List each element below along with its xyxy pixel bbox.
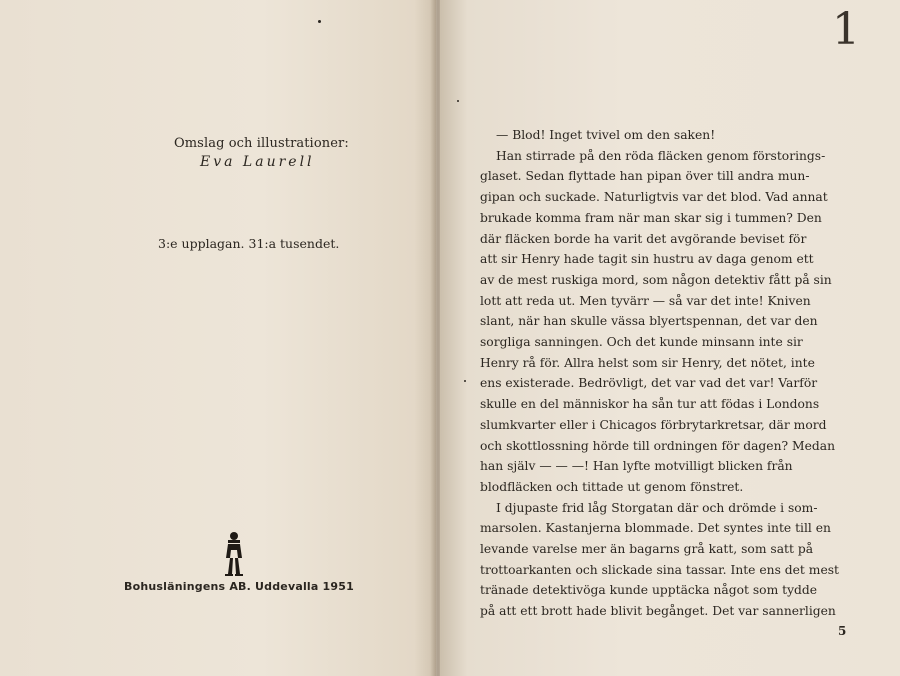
text-line: där fläcken borde ha varit det avgörande beviset för [480, 231, 807, 246]
text-line: blodfläcken och tittade ut genom fönstret. [480, 479, 744, 494]
illustrator-name: Eva Laurell [200, 154, 315, 170]
ink-speck [457, 100, 459, 102]
text-line: och skottlossning hörde till ordningen för dagen? Medan [480, 438, 835, 453]
left-page [0, 0, 436, 676]
ink-speck [464, 380, 466, 382]
text-line: I djupaste frid låg Storgatan där och drömde i som- [496, 500, 818, 515]
text-line: marsolen. Kastanjerna blommade. Det syntes inte till en [480, 521, 831, 536]
text-line: sorgliga sanningen. Och det kunde minsann inte sir [480, 335, 803, 350]
edition-info: 3:e upplagan. 31:a tusendet. [158, 236, 340, 251]
ghost-print-through [110, 52, 123, 98]
figure-logo-icon [222, 530, 246, 578]
chapter-body-text [480, 125, 860, 622]
text-line: — Blod! Inget tvivel om den saken! [496, 128, 716, 142]
text-line: trottoarkanten och slickade sina tassar. Inte ens det mest [480, 562, 839, 577]
text-line: lott att reda ut. Men tyvärr — så var det inte! Kniven [480, 293, 811, 308]
text-line: slant, när han skulle vässa blyertspennan, det var den [480, 314, 818, 329]
text-line: Han stirrade på den röda fläcken genom förstorings- [496, 148, 826, 163]
text-line: han själv — — —! Han lyfte motvilligt blicken från [480, 459, 793, 474]
illustration-credit-label: Omslag och illustrationer: [174, 136, 349, 151]
text-line: tränade detektivöga kunde upptäcka något som tydde [480, 583, 818, 598]
text-line: Henry rå för. Allra helst som sir Henry, det nötet, inte [480, 355, 815, 370]
text-line: att sir Henry hade tagit sin hustru av daga genom ett [480, 252, 814, 267]
text-line: glaset. Sedan flyttade han pipan över till andra mun- [480, 169, 810, 184]
text-line: gipan och suckade. Naturligtvis var det blod. Vad annat [480, 190, 828, 205]
text-line: brukade komma fram när man skar sig i tummen? Den [480, 210, 822, 225]
text-line: ens existerade. Bedrövligt, det var vad det var! Varför [480, 376, 818, 391]
text-line: slumkvarter eller i Chicagos förbrytarkretsar, där mord [480, 417, 827, 432]
ink-speck [318, 20, 321, 23]
publisher-line: Bohusläningens AB. Uddevalla 1951 [124, 580, 354, 593]
chapter-number: 1 [832, 4, 860, 55]
text-line: skulle en del människor ha sån tur att födas i Londons [480, 397, 820, 412]
text-line: levande varelse mer än bagarns grå katt, som satt på [480, 542, 814, 557]
page-number: 5 [838, 624, 847, 638]
text-line: på att ett brott hade blivit begånget. Det var sannerligen [480, 604, 836, 619]
text-line: av de mest ruskiga mord, som någon detektiv fått på sin [480, 272, 832, 287]
